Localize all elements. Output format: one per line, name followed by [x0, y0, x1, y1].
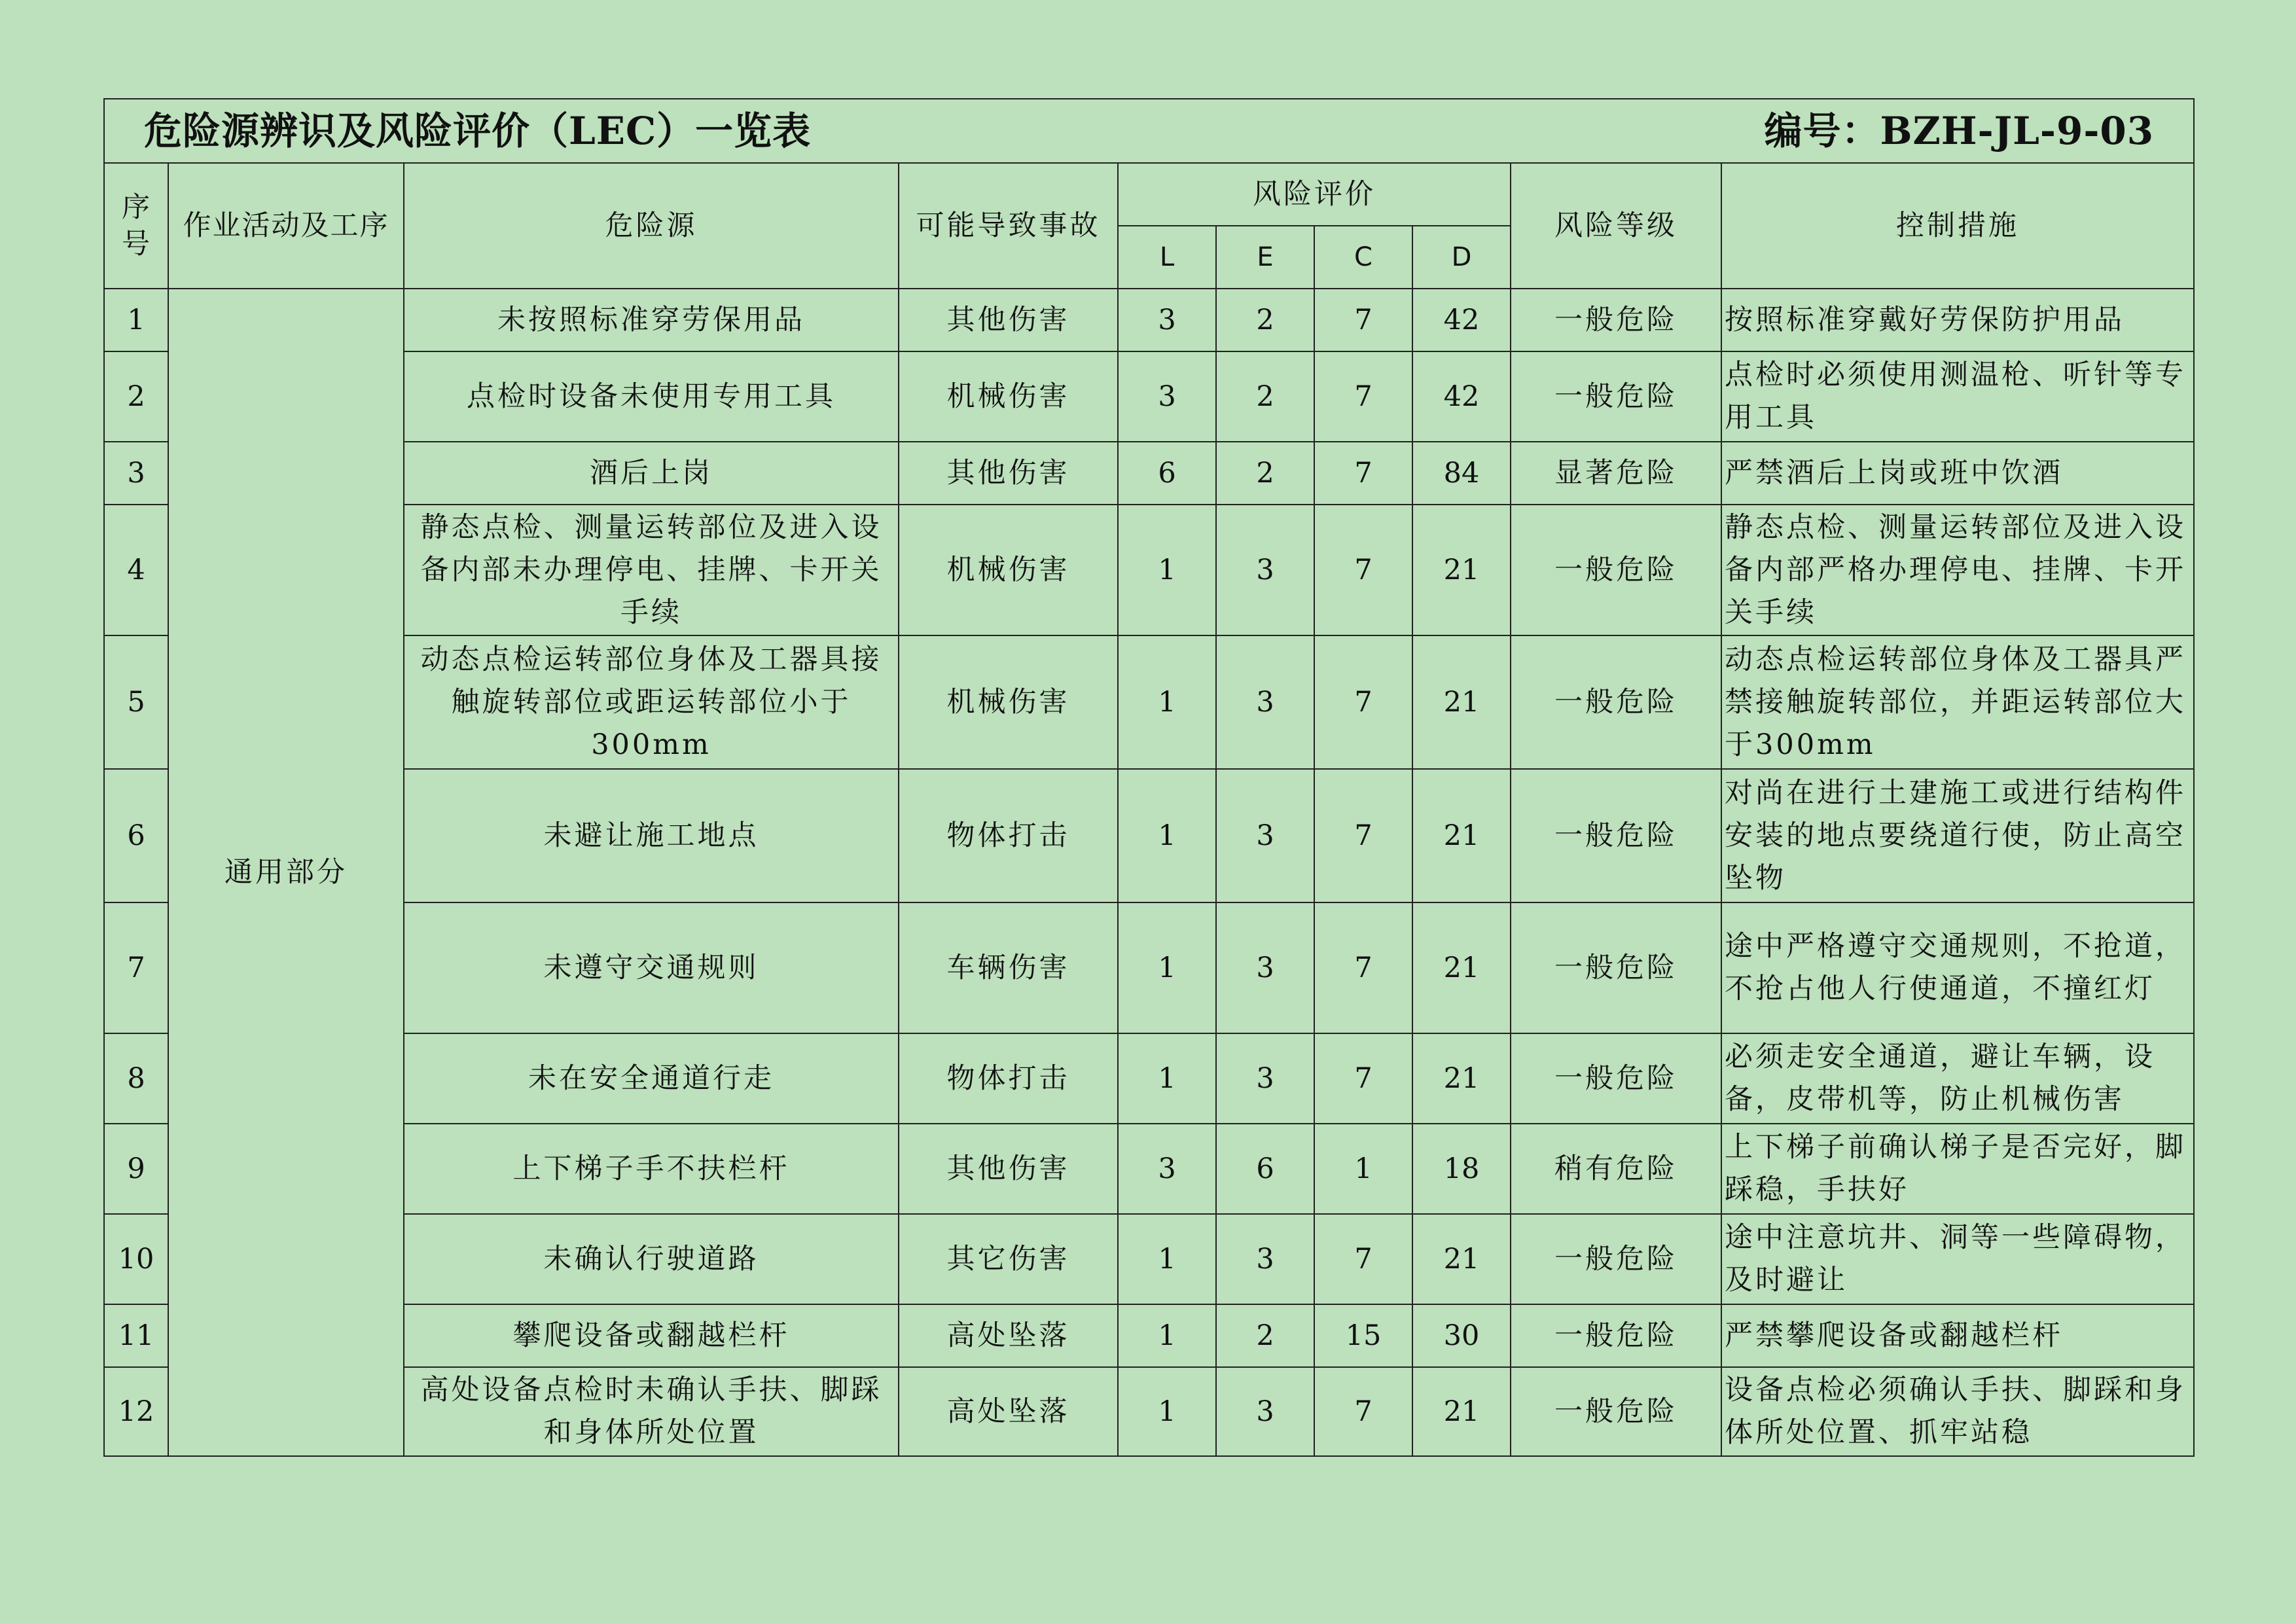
cell-risk-level: 显著危险 — [1511, 442, 1721, 505]
cell-accident: 机械伤害 — [899, 635, 1118, 769]
cell-l: 1 — [1118, 769, 1216, 902]
table-row — [104, 1214, 2194, 1304]
cell-l: 1 — [1118, 1214, 1216, 1304]
cell-accident: 机械伤害 — [899, 351, 1118, 442]
cell-seq: 11 — [104, 1304, 168, 1367]
cell-e: 2 — [1216, 351, 1314, 442]
table-row — [104, 769, 2194, 902]
cell-c: 7 — [1314, 351, 1412, 442]
cell-seq: 8 — [104, 1033, 168, 1124]
cell-d: 21 — [1412, 769, 1511, 902]
cell-e: 3 — [1216, 1033, 1314, 1124]
table-row — [104, 1124, 2194, 1214]
cell-d: 21 — [1412, 1033, 1511, 1124]
header-risk-eval: 风险评价 — [1118, 163, 1511, 226]
header-row-1 — [104, 163, 2194, 226]
cell-accident: 机械伤害 — [899, 505, 1118, 635]
cell-l: 1 — [1118, 635, 1216, 769]
cell-c: 7 — [1314, 1033, 1412, 1124]
cell-risk-level: 一般危险 — [1511, 1033, 1721, 1124]
cell-risk-level: 一般危险 — [1511, 902, 1721, 1033]
cell-c: 7 — [1314, 442, 1412, 505]
cell-c: 7 — [1314, 902, 1412, 1033]
table-row — [104, 635, 2194, 769]
cell-control: 途中严格遵守交通规则，不抢道，不抢占他人行使通道，不撞红灯 — [1721, 902, 2194, 1033]
cell-control: 上下梯子前确认梯子是否完好，脚踩稳，手扶好 — [1721, 1124, 2194, 1214]
cell-risk-level: 一般危险 — [1511, 1214, 1721, 1304]
cell-accident: 其他伤害 — [899, 442, 1118, 505]
cell-e: 3 — [1216, 1367, 1314, 1456]
cell-control: 点检时必须使用测温枪、听针等专用工具 — [1721, 351, 2194, 442]
cell-risk-level: 一般危险 — [1511, 1367, 1721, 1456]
cell-e: 2 — [1216, 1304, 1314, 1367]
cell-hazard: 未按照标准穿劳保用品 — [404, 289, 899, 351]
cell-d: 21 — [1412, 902, 1511, 1033]
cell-e: 6 — [1216, 1124, 1314, 1214]
cell-c: 7 — [1314, 505, 1412, 635]
header-c: C — [1314, 226, 1412, 289]
cell-c: 7 — [1314, 769, 1412, 902]
document-code: 编号：BZH-JL-9-03 — [1764, 108, 2155, 153]
cell-control: 按照标准穿戴好劳保防护用品 — [1721, 289, 2194, 351]
cell-d: 21 — [1412, 505, 1511, 635]
cell-accident: 高处坠落 — [899, 1367, 1118, 1456]
cell-control: 静态点检、测量运转部位及进入设备内部严格办理停电、挂牌、卡开关手续 — [1721, 505, 2194, 635]
cell-d: 84 — [1412, 442, 1511, 505]
cell-hazard: 酒后上岗 — [404, 442, 899, 505]
cell-e: 3 — [1216, 902, 1314, 1033]
cell-c: 7 — [1314, 635, 1412, 769]
cell-l: 1 — [1118, 902, 1216, 1033]
table-row — [104, 442, 2194, 505]
cell-hazard: 静态点检、测量运转部位及进入设备内部未办理停电、挂牌、卡开关手续 — [404, 505, 899, 635]
cell-seq: 12 — [104, 1367, 168, 1456]
cell-seq: 9 — [104, 1124, 168, 1214]
cell-d: 18 — [1412, 1124, 1511, 1214]
table-row — [104, 902, 2194, 1033]
cell-risk-level: 稍有危险 — [1511, 1124, 1721, 1214]
cell-accident: 高处坠落 — [899, 1304, 1118, 1367]
header-control: 控制措施 — [1721, 163, 2194, 289]
cell-l: 1 — [1118, 1367, 1216, 1456]
cell-e: 3 — [1216, 1214, 1314, 1304]
cell-risk-level: 一般危险 — [1511, 351, 1721, 442]
table-row — [104, 1304, 2194, 1367]
cell-l: 1 — [1118, 1304, 1216, 1367]
cell-control: 途中注意坑井、洞等一些障碍物，及时避让 — [1721, 1214, 2194, 1304]
cell-l: 3 — [1118, 1124, 1216, 1214]
cell-hazard: 攀爬设备或翻越栏杆 — [404, 1304, 899, 1367]
cell-e: 3 — [1216, 635, 1314, 769]
cell-seq: 3 — [104, 442, 168, 505]
page-title: 危险源辨识及风险评价（LEC）一览表 — [144, 108, 812, 153]
cell-l: 6 — [1118, 442, 1216, 505]
cell-accident: 其他伤害 — [899, 1124, 1118, 1214]
header-seq: 序号 — [104, 163, 168, 289]
title-cell — [104, 99, 2194, 163]
cell-d: 42 — [1412, 289, 1511, 351]
cell-c: 7 — [1314, 1214, 1412, 1304]
cell-risk-level: 一般危险 — [1511, 289, 1721, 351]
header-e: E — [1216, 226, 1314, 289]
cell-hazard: 未确认行驶道路 — [404, 1214, 899, 1304]
cell-l: 1 — [1118, 1033, 1216, 1124]
header-l: L — [1118, 226, 1216, 289]
cell-hazard: 上下梯子手不扶栏杆 — [404, 1124, 899, 1214]
cell-l: 3 — [1118, 351, 1216, 442]
table-row — [104, 505, 2194, 635]
cell-seq: 7 — [104, 902, 168, 1033]
cell-seq: 2 — [104, 351, 168, 442]
cell-control: 设备点检必须确认手扶、脚踩和身体所处位置、抓牢站稳 — [1721, 1367, 2194, 1456]
cell-accident: 车辆伤害 — [899, 902, 1118, 1033]
table-row — [104, 351, 2194, 442]
cell-l: 3 — [1118, 289, 1216, 351]
cell-control: 动态点检运转部位身体及工器具严禁接触旋转部位，并距运转部位大于300mm — [1721, 635, 2194, 769]
cell-e: 2 — [1216, 442, 1314, 505]
cell-c: 7 — [1314, 289, 1412, 351]
cell-hazard: 点检时设备未使用专用工具 — [404, 351, 899, 442]
header-hazard: 危险源 — [404, 163, 899, 289]
cell-c: 1 — [1314, 1124, 1412, 1214]
table-row — [104, 1367, 2194, 1456]
cell-risk-level: 一般危险 — [1511, 1304, 1721, 1367]
title-row — [104, 99, 2194, 163]
cell-accident: 其他伤害 — [899, 289, 1118, 351]
cell-control: 必须走安全通道，避让车辆，设备，皮带机等，防止机械伤害 — [1721, 1033, 2194, 1124]
cell-d: 42 — [1412, 351, 1511, 442]
cell-seq: 1 — [104, 289, 168, 351]
header-d: D — [1412, 226, 1511, 289]
cell-risk-level: 一般危险 — [1511, 635, 1721, 769]
cell-accident: 物体打击 — [899, 1033, 1118, 1124]
cell-l: 1 — [1118, 505, 1216, 635]
cell-c: 7 — [1314, 1367, 1412, 1456]
header-accident: 可能导致事故 — [899, 163, 1118, 289]
cell-accident: 其它伤害 — [899, 1214, 1118, 1304]
cell-activity-group: 通用部分 — [168, 289, 404, 1456]
risk-assessment-sheet — [103, 98, 2193, 1457]
cell-control: 对尚在进行土建施工或进行结构件安装的地点要绕道行使，防止高空坠物 — [1721, 769, 2194, 902]
cell-control: 严禁酒后上岗或班中饮酒 — [1721, 442, 2194, 505]
risk-table — [103, 98, 2195, 1457]
table-row — [104, 1033, 2194, 1124]
cell-d: 30 — [1412, 1304, 1511, 1367]
cell-d: 21 — [1412, 635, 1511, 769]
header-risk-level: 风险等级 — [1511, 163, 1721, 289]
cell-hazard: 动态点检运转部位身体及工器具接触旋转部位或距运转部位小于300mm — [404, 635, 899, 769]
cell-hazard: 未遵守交通规则 — [404, 902, 899, 1033]
cell-e: 3 — [1216, 505, 1314, 635]
cell-seq: 4 — [104, 505, 168, 635]
cell-d: 21 — [1412, 1214, 1511, 1304]
cell-e: 3 — [1216, 769, 1314, 902]
cell-risk-level: 一般危险 — [1511, 505, 1721, 635]
cell-hazard: 未避让施工地点 — [404, 769, 899, 902]
cell-hazard: 高处设备点检时未确认手扶、脚踩和身体所处位置 — [404, 1367, 899, 1456]
cell-hazard: 未在安全通道行走 — [404, 1033, 899, 1124]
cell-c: 15 — [1314, 1304, 1412, 1367]
cell-control: 严禁攀爬设备或翻越栏杆 — [1721, 1304, 2194, 1367]
header-activity: 作业活动及工序 — [168, 163, 404, 289]
table-row — [104, 289, 2194, 351]
cell-e: 2 — [1216, 289, 1314, 351]
table-body — [104, 289, 2194, 1456]
cell-d: 21 — [1412, 1367, 1511, 1456]
cell-seq: 5 — [104, 635, 168, 769]
cell-seq: 6 — [104, 769, 168, 902]
cell-accident: 物体打击 — [899, 769, 1118, 902]
cell-risk-level: 一般危险 — [1511, 769, 1721, 902]
cell-seq: 10 — [104, 1214, 168, 1304]
